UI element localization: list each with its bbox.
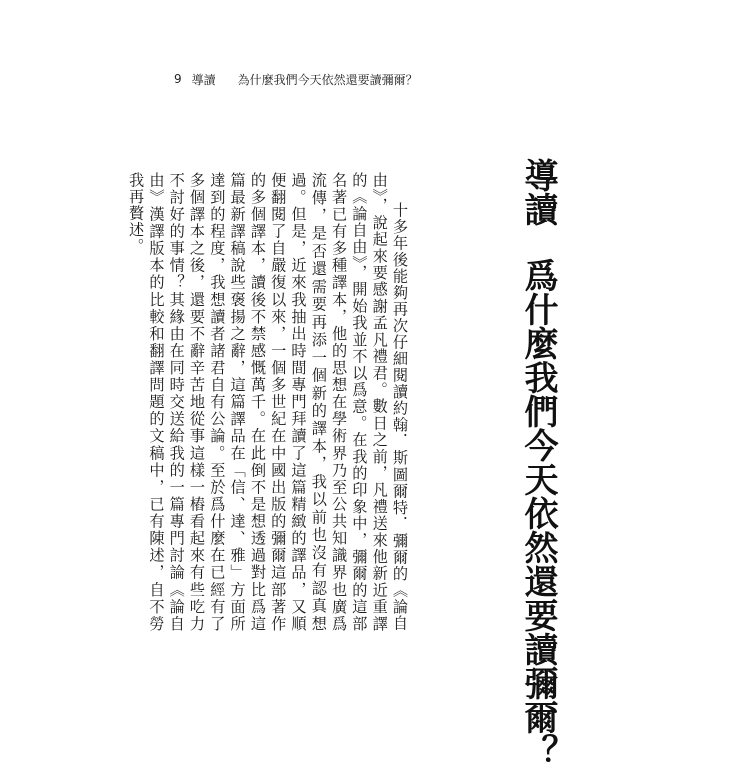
body-text — [127, 172, 410, 632]
header-section-label: 導讀 — [191, 72, 216, 87]
chapter-label: 導讀 — [518, 158, 558, 226]
page-number: 9 — [174, 72, 182, 86]
body-paragraph: 十多年後能夠再次仔細閱讀約翰．斯圖爾特．彌爾的《論自由》，說起來要感謝孟凡禮君。數日之前，凡禮送來他新近重譯的《論自由》，開始我並不以爲意。在我的印象中，彌爾的這部名著已有多種譯本，他的思想在學術界乃至公共知識界也廣爲流傳，是否還需要再添一個新的譯本，我以前也沒有認真想過。但是，近來我抽出時間專門拜讀了這篇精緻的譯品，又順便翻閱了自嚴復以來，一個多世紀在中國出版的彌爾這部著作的多個譯本，讀後不禁感慨萬千。在此倒不是想透過對比爲這篇最新譯稿說些褒揚之辭，這篇譯品在「信、達、雅」方面所達到的程度，我想讀者諸君自有公論。至於爲什麼在已經有了多個譯本之後，還要不辭辛苦地從事這樣一樁看起來有些吃力不討好的事情？其緣由在同時交送給我的一篇專門討論《論自由》漢譯版本的比較和翻譯問題的文稿中，已有陳述，自不勞我再贅述。 — [127, 172, 409, 632]
chapter-title — [514, 158, 562, 768]
header-title: 為什麼我們今天依然還要讀彌爾？ — [237, 72, 418, 87]
chapter-heading: 爲什麼我們今天依然還要讀彌爾？ — [518, 258, 558, 768]
running-header — [174, 68, 418, 90]
